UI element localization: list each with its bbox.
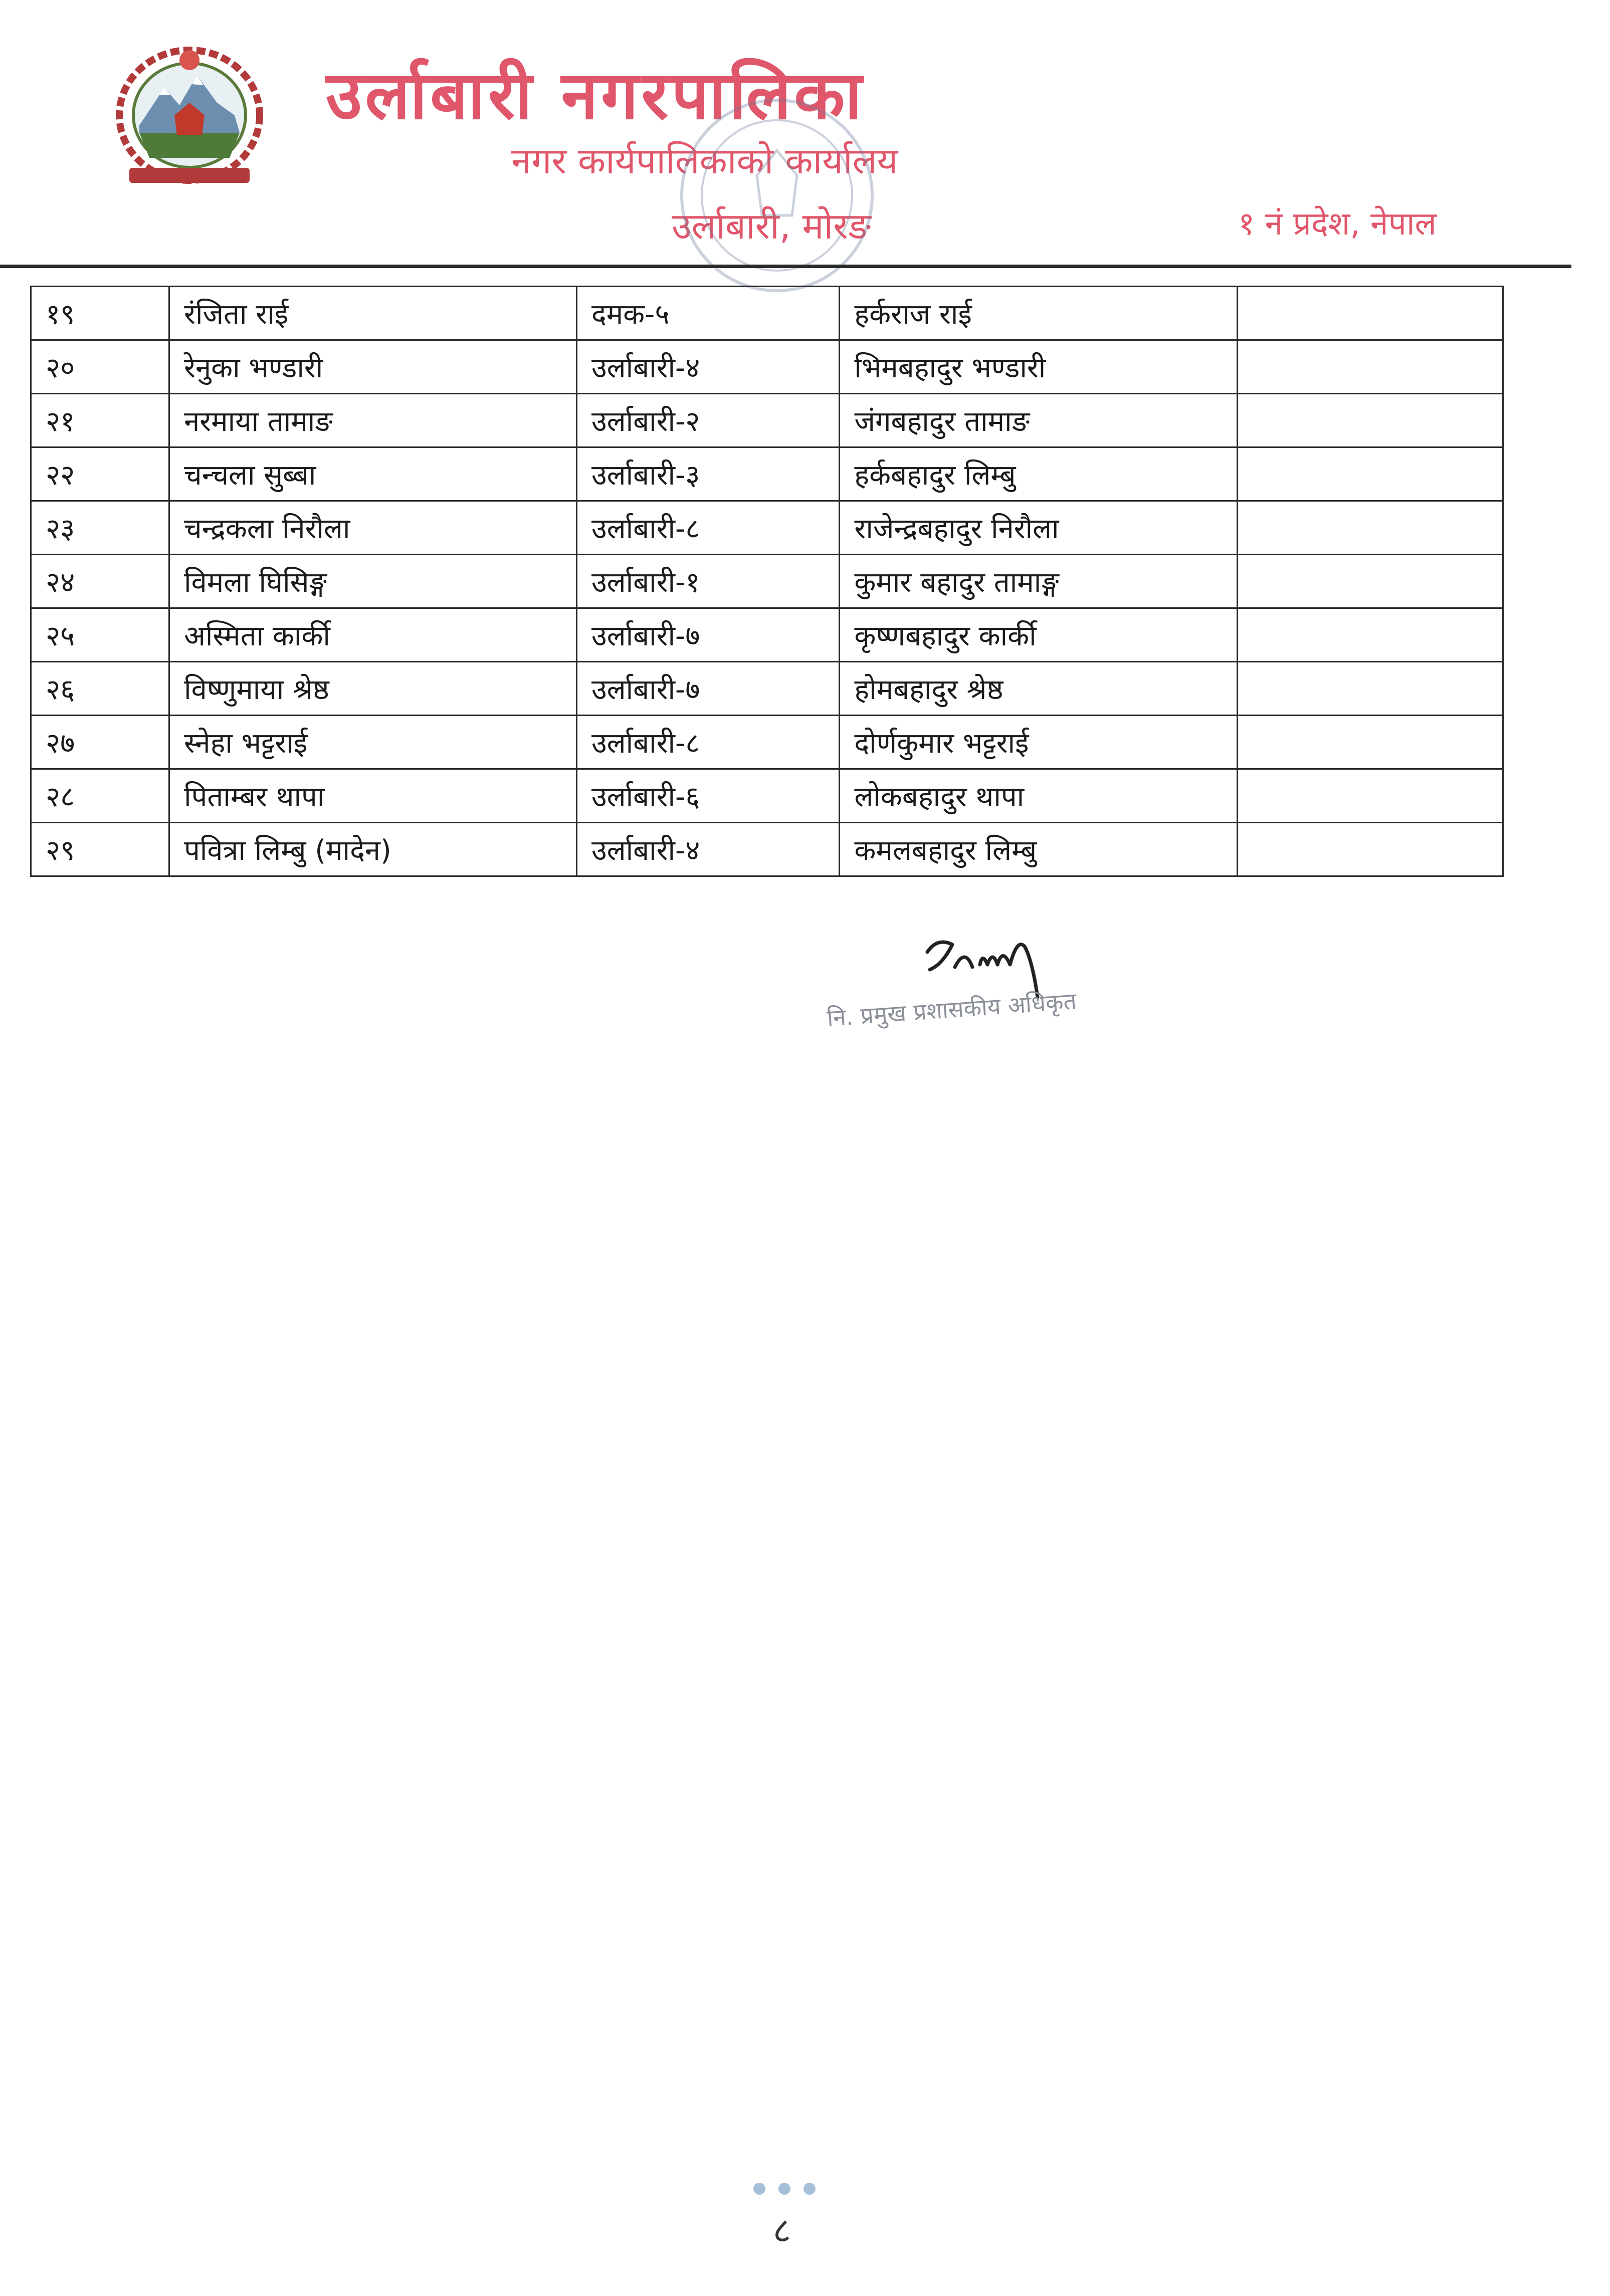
- remarks-cell: [1237, 555, 1503, 608]
- address-cell: दमक-५: [576, 287, 839, 340]
- name-cell: रेनुका भण्डारी: [169, 340, 577, 394]
- serial-cell: २९: [31, 823, 169, 876]
- name-cell: चन्चला सुब्बा: [169, 447, 577, 501]
- office-seal-stamp: [672, 90, 882, 301]
- table-row: [31, 394, 1503, 447]
- address-cell: उर्लाबारी-८: [576, 501, 839, 555]
- name-cell: चन्द्रकला निरौला: [169, 501, 577, 555]
- address-cell: उर्लाबारी-१: [576, 555, 839, 608]
- table-row: [31, 501, 1503, 555]
- remarks-cell: [1237, 287, 1503, 340]
- address-cell: उर्लाबारी-३: [576, 447, 839, 501]
- guardian-cell: होमबहादुर श्रेष्ठ: [840, 662, 1237, 716]
- address-cell: उर्लाबारी-४: [576, 340, 839, 394]
- office-subtitle: नगर कार्यपालिकाको कार्यालय: [511, 140, 898, 182]
- table-row: [31, 287, 1503, 340]
- address-cell: उर्लाबारी-६: [576, 769, 839, 823]
- guardian-cell: कमलबहादुर लिम्बु: [840, 823, 1237, 876]
- name-cell: विमला घिसिङ्ग: [169, 555, 577, 608]
- serial-cell: २०: [31, 340, 169, 394]
- guardian-cell: हर्कराज राई: [840, 287, 1237, 340]
- remarks-cell: [1237, 769, 1503, 823]
- guardian-cell: भिमबहादुर भण्डारी: [840, 340, 1237, 394]
- serial-cell: २५: [31, 608, 169, 662]
- table-row: [31, 608, 1503, 662]
- name-cell: विष्णुमाया श्रेष्ठ: [169, 662, 577, 716]
- name-cell: पवित्रा लिम्बु (मादेन): [169, 823, 577, 876]
- applicant-table: [30, 286, 1504, 877]
- guardian-cell: जंगबहादुर तामाङ: [840, 394, 1237, 447]
- serial-cell: २२: [31, 447, 169, 501]
- table-row: [31, 447, 1503, 501]
- remarks-cell: [1237, 823, 1503, 876]
- remarks-cell: [1237, 447, 1503, 501]
- name-cell: अस्मिता कार्की: [169, 608, 577, 662]
- name-cell: नरमाया तामाङ: [169, 394, 577, 447]
- location-text: उर्लाबारी, मोरङ: [672, 205, 871, 247]
- serial-cell: २८: [31, 769, 169, 823]
- guardian-cell: कृष्णबहादुर कार्की: [840, 608, 1237, 662]
- municipality-title: उर्लाबारी नगरपालिका: [326, 57, 865, 134]
- serial-cell: २७: [31, 716, 169, 769]
- table-row: [31, 340, 1503, 394]
- officer-designation-stamp: नि. प्रमुख प्रशासकीय अधिकृत: [826, 987, 1078, 1032]
- page-number: ८: [772, 2210, 791, 2251]
- address-cell: उर्लाबारी-४: [576, 823, 839, 876]
- serial-cell: २४: [31, 555, 169, 608]
- header-divider: [0, 265, 1571, 268]
- guardian-cell: हर्कबहादुर लिम्बु: [840, 447, 1237, 501]
- table-row: [31, 662, 1503, 716]
- serial-cell: २१: [31, 394, 169, 447]
- remarks-cell: [1237, 716, 1503, 769]
- name-cell: स्नेहा भट्टराई: [169, 716, 577, 769]
- province-text: १ नं प्रदेश, नेपाल: [1238, 205, 1437, 243]
- remarks-cell: [1237, 662, 1503, 716]
- serial-cell: २३: [31, 501, 169, 555]
- table-row: [31, 823, 1503, 876]
- address-cell: उर्लाबारी-७: [576, 662, 839, 716]
- table-row: [31, 769, 1503, 823]
- page-dots-ornament: [749, 2179, 820, 2199]
- guardian-cell: कुमार बहादुर तामाङ्ग: [840, 555, 1237, 608]
- remarks-cell: [1237, 340, 1503, 394]
- guardian-cell: राजेन्द्रबहादुर निरौला: [840, 501, 1237, 555]
- guardian-cell: लोकबहादुर थापा: [840, 769, 1237, 823]
- serial-cell: २६: [31, 662, 169, 716]
- address-cell: उर्लाबारी-२: [576, 394, 839, 447]
- nepal-emblem-icon: [109, 40, 270, 190]
- remarks-cell: [1237, 394, 1503, 447]
- remarks-cell: [1237, 501, 1503, 555]
- guardian-cell: दोर्णकुमार भट्टराई: [840, 716, 1237, 769]
- name-cell: रंजिता राई: [169, 287, 577, 340]
- serial-cell: १९: [31, 287, 169, 340]
- name-cell: पिताम्बर थापा: [169, 769, 577, 823]
- address-cell: उर्लाबारी-८: [576, 716, 839, 769]
- address-cell: उर्लाबारी-७: [576, 608, 839, 662]
- remarks-cell: [1237, 608, 1503, 662]
- table-row: [31, 716, 1503, 769]
- table-row: [31, 555, 1503, 608]
